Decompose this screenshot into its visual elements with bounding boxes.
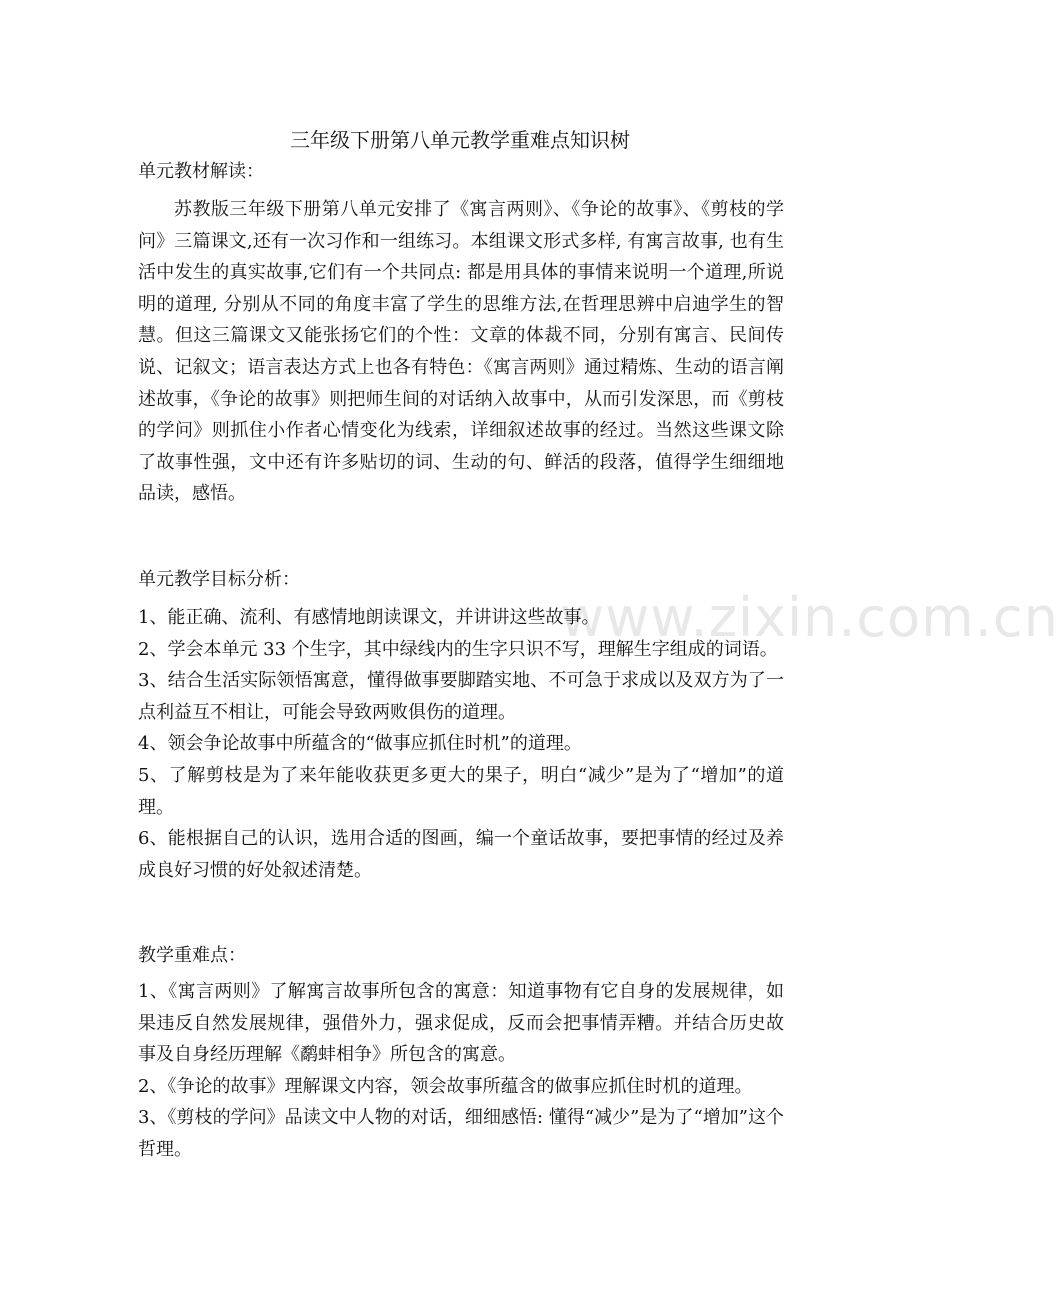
goal-item: 6、能根据自己的认识，选用合适的图画，编一个童话故事，要把事情的经过及养成良好习惯的好处叙述清楚。 [138, 828, 784, 881]
key-point-item: 3、《剪枝的学问》品读文中人物的对话，细细感悟: 懂得“减少”是为了“增加”这个哲理。 [138, 1107, 784, 1160]
goals-list [138, 602, 784, 886]
materials-paragraph: 苏教版三年级下册第八单元安排了《寓言两则》、《争论的故事》、《剪枝的学问》三篇课文,还有一次习作和一组练习。本组课文形式多样, 有寓言故事, 也有生活中发生的真实故事,它们有一个共同点: 都是用具体的事情来说明一个道理,所说明的道理, 分别从不同的角度丰富了学生的思维方法,在哲理思辨中启迪学生的智慧。但这三篇课文又能张扬它们的个性：文章的体裁不同，分别有寓言、民间传说、记叙文；语言表达方式上也各有特色：《寓言两则》通过精炼、生动的语言阐述故事，《争论的故事》则把师生间的对话纳入故事中，从而引发深思，而《剪枝的学问》则抓住小作者心情变化为线索，详细叙述故事的经过。当然这些课文除了故事性强，文中还有许多贴切的词、生动的句、鲜活的段落，值得学生细细地品读，感悟。 [138, 199, 784, 505]
goal-item: 2、学会本单元 33 个生字，其中绿线内的生字只识不写，理解生字组成的词语。 [138, 638, 778, 660]
section-heading-key-points: 教学重难点： [138, 945, 246, 966]
page-title: 三年级下册第八单元教学重难点知识树 [290, 128, 630, 152]
key-points-list [138, 976, 784, 1166]
key-point-item: 1、《寓言两则》了解寓言故事所包含的寓意：知道事物有它自身的发展规律，如果违反自然发展规律，强借外力，强求促成，反而会把事情弄糟。并结合历史故事及自身经历理解《鹬蚌相争》所包含的寓意。 [138, 981, 784, 1066]
materials-paragraph-block [138, 194, 784, 510]
goal-item: 5、了解剪枝是为了来年能收获更多更大的果子，明白“减少”是为了“增加”的道理。 [138, 764, 784, 818]
section-heading-goals: 单元教学目标分析： [138, 569, 300, 590]
section-heading-materials: 单元教材解读： [138, 161, 264, 182]
watermark-text: www.zixin.com.cn [560, 586, 1059, 649]
goal-item: 4、领会争论故事中所蕴含的“做事应抓住时机”的道理。 [138, 733, 582, 755]
goal-item: 1、能正确、流利、有感情地朗读课文，并讲讲这些故事。 [138, 607, 600, 628]
key-point-item: 2、《争论的故事》理解课文内容，领会故事所蕴含的做事应抓住时机的道理。 [138, 1075, 753, 1097]
goal-item: 3、结合生活实际领悟寓意，懂得做事要脚踏实地、不可急于求成以及双方为了一点利益互不相让，可能会导致两败俱伤的道理。 [138, 670, 784, 723]
